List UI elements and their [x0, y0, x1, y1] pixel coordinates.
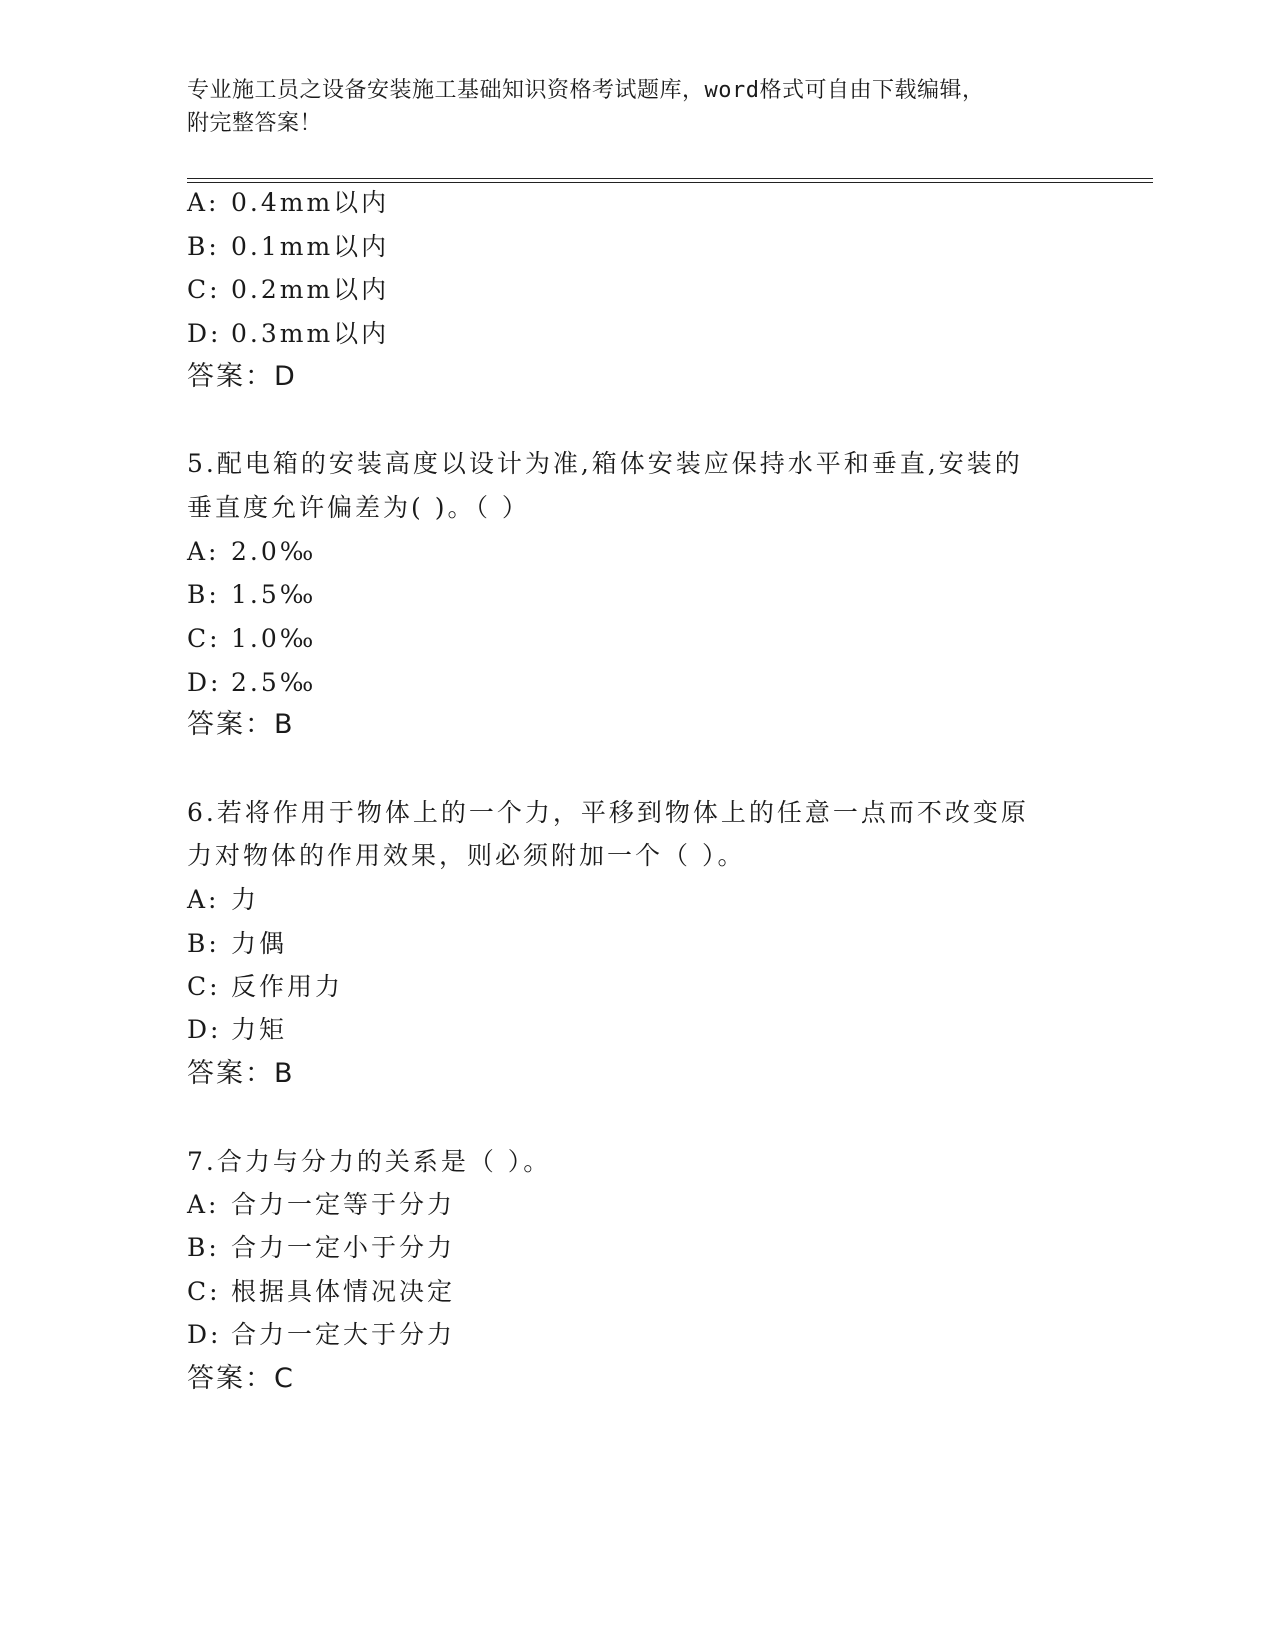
q7-option-c: C: 根据具体情况决定 [187, 1277, 456, 1306]
q4-option-a: A: 0.4mm以内 [187, 188, 390, 217]
q5-option-c: C: 1.0‰ [187, 624, 317, 653]
document-header [187, 74, 1067, 140]
q5-answer: 答案：B [187, 709, 295, 740]
q6-answer: 答案：B [187, 1058, 295, 1089]
q7-option-d: D: 合力一定大于分力 [187, 1320, 456, 1349]
q6-option-b: B: 力偶 [187, 929, 288, 958]
header-line-2: 附完整答案！ [187, 111, 323, 136]
q6-option-a: A: 力 [187, 885, 260, 914]
header-line-1: 专业施工员之设备安装施工基础知识资格考试题库，word格式可自由下载编辑， [187, 78, 985, 103]
q4-option-c: C: 0.2mm以内 [187, 275, 390, 304]
q6-option-d: D: 力矩 [187, 1015, 288, 1044]
q7-option-a: A: 合力一定等于分力 [187, 1190, 456, 1219]
q4-answer: 答案：D [187, 361, 297, 392]
q5-option-a: A: 2.0‰ [187, 537, 317, 566]
q5-option-d: D: 2.5‰ [187, 668, 317, 697]
header-double-rule [187, 178, 1153, 183]
q6-option-c: C: 反作用力 [187, 972, 344, 1001]
q5-stem-line-2: 垂直度允许偏差为( )。（ ） [187, 493, 530, 522]
q6-stem-line-2: 力对物体的作用效果，则必须附加一个（ ）。 [187, 841, 746, 870]
q7-option-b: B: 合力一定小于分力 [187, 1233, 456, 1262]
q5-option-b: B: 1.5‰ [187, 580, 317, 609]
q4-option-b: B: 0.1mm以内 [187, 232, 390, 261]
q5-stem-line-1: 5.配电箱的安装高度以设计为准,箱体安装应保持水平和垂直,安装的 [187, 449, 1023, 478]
q4-option-d: D: 0.3mm以内 [187, 319, 390, 348]
q7-stem-line-1: 7.合力与分力的关系是（ ）。 [187, 1147, 552, 1176]
q6-stem-line-1: 6.若将作用于物体上的一个力，平移到物体上的任意一点而不改变原 [187, 798, 1029, 827]
q7-answer: 答案：C [187, 1363, 295, 1394]
